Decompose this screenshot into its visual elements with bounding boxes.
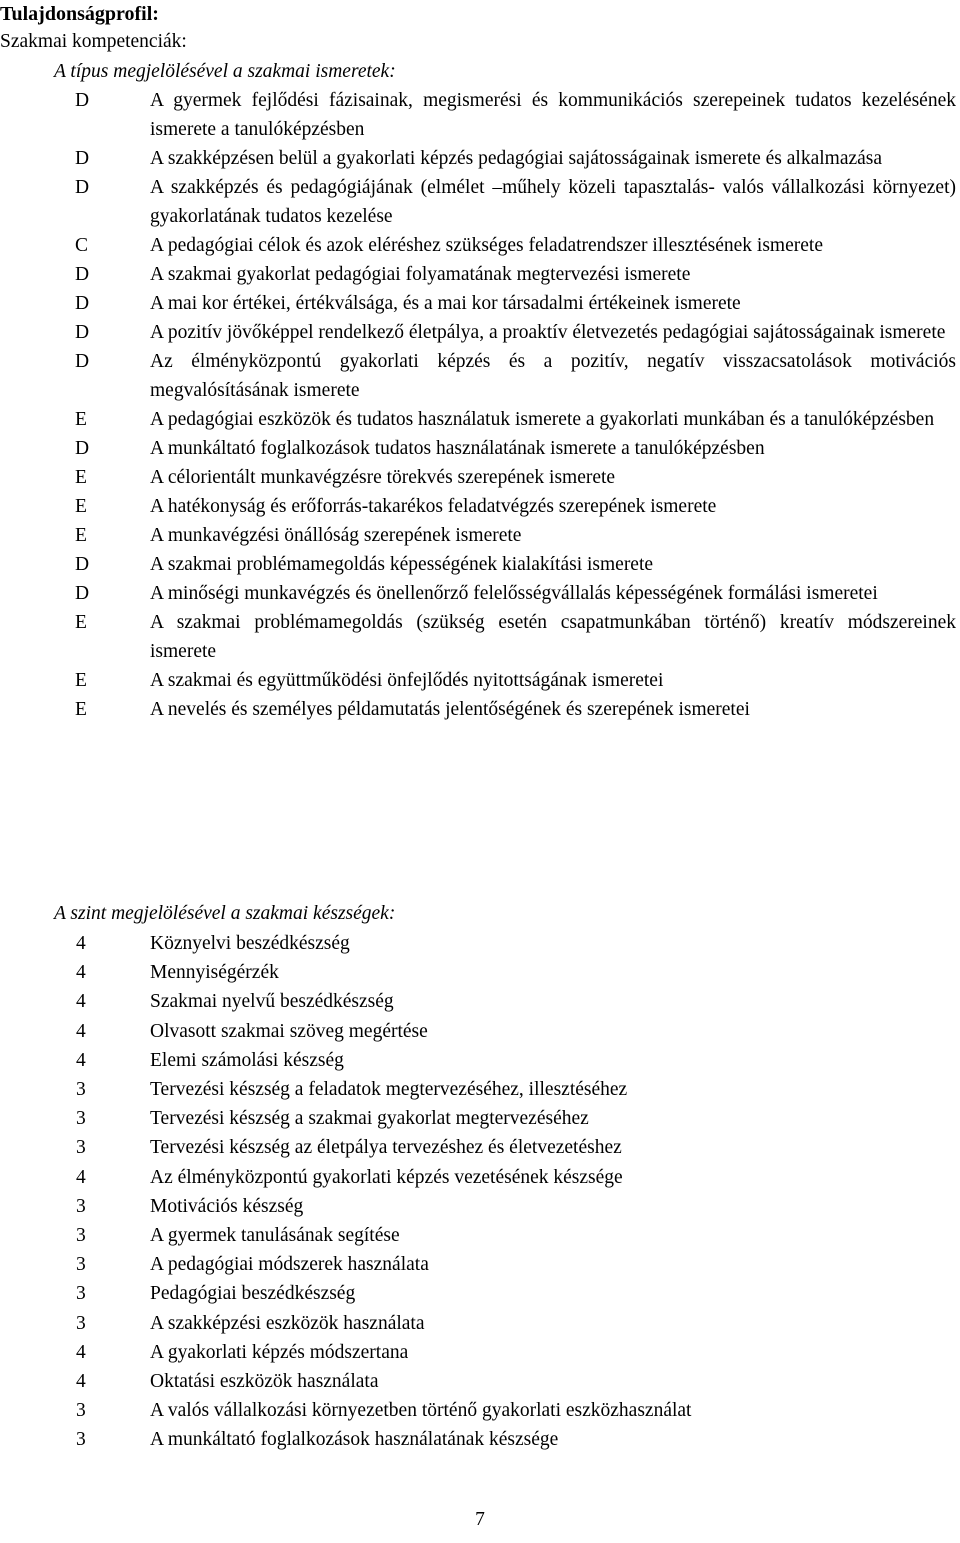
skill-item	[0, 1425, 960, 1454]
skills-heading: A szint megjelölésével a szakmai készségek:	[54, 903, 396, 924]
knowledge-list	[0, 86, 960, 724]
skill-text: Mennyiségérzék	[150, 962, 279, 984]
skills-list	[0, 929, 960, 1455]
knowledge-item	[0, 289, 960, 318]
knowledge-item	[0, 492, 960, 521]
knowledge-code: D	[75, 351, 90, 372]
skill-code: 3	[76, 1283, 86, 1305]
knowledge-text: Az élményközpontú gyakorlati képzés és a pozitív, negatív visszacsatolások motivációs megvalósításának ismerete	[150, 351, 956, 401]
knowledge-code: D	[75, 583, 90, 604]
skill-item	[0, 1075, 960, 1104]
skill-item	[0, 1104, 960, 1133]
knowledge-item	[0, 405, 960, 434]
knowledge-code: D	[75, 264, 90, 285]
knowledge-code: E	[75, 525, 87, 546]
knowledge-text: A szakmai problémamegoldás (szükség esetén csapatmunkában történő) kreatív módszereinek ismerete	[150, 612, 956, 662]
skill-item	[0, 958, 960, 987]
knowledge-text: A nevelés és személyes példamutatás jelentőségének és szerepének ismeretei	[150, 699, 750, 720]
skill-code: 4	[76, 1166, 86, 1188]
skill-text: A pedagógiai módszerek használata	[150, 1254, 429, 1276]
skill-code: 3	[76, 1429, 86, 1451]
knowledge-code: E	[75, 612, 87, 633]
skill-text: Olvasott szakmai szöveg megértése	[150, 1020, 428, 1042]
knowledge-item	[0, 521, 960, 550]
skill-code: 3	[76, 1137, 86, 1159]
knowledge-code: D	[75, 438, 90, 459]
skill-item	[0, 1017, 960, 1046]
knowledge-item	[0, 318, 960, 347]
knowledge-code: E	[75, 467, 87, 488]
knowledge-text: A munkavégzési önállóság szerepének ismerete	[150, 525, 522, 546]
skill-item	[0, 1163, 960, 1192]
skill-code: 3	[76, 1400, 86, 1422]
skill-text: Tervezési készség a szakmai gyakorlat megtervezéséhez	[150, 1108, 589, 1130]
skill-code: 4	[76, 1049, 86, 1071]
skill-code: 4	[76, 1341, 86, 1363]
skill-item	[0, 1192, 960, 1221]
knowledge-text: A gyermek fejlődési fázisainak, megismerési és kommunikációs szerepeinek tudatos kezelésének ismerete a tanulóképzésben	[150, 90, 956, 140]
skill-text: Tervezési készség az életpálya tervezéshez és életvezetéshez	[150, 1137, 622, 1159]
skill-code: 4	[76, 1020, 86, 1042]
skill-text: A valós vállalkozási környezetben történő gyakorlati eszközhasználat	[150, 1400, 692, 1422]
skill-item	[0, 1309, 960, 1338]
skill-item	[0, 1133, 960, 1162]
page-title: Tulajdonságprofil:	[0, 3, 159, 25]
skill-item	[0, 1279, 960, 1308]
skill-text: A szakképzési eszközök használata	[150, 1312, 425, 1334]
knowledge-item	[0, 666, 960, 695]
knowledge-text: A szakmai gyakorlat pedagógiai folyamatának megtervezési ismerete	[150, 264, 691, 285]
skill-item	[0, 929, 960, 958]
skill-code: 3	[76, 1312, 86, 1334]
knowledge-text: A célorientált munkavégzésre törekvés szerepének ismerete	[150, 467, 616, 488]
skill-item	[0, 1046, 960, 1075]
knowledge-code: C	[75, 235, 89, 256]
knowledge-code: D	[75, 90, 90, 111]
knowledge-text: A pedagógiai eszközök és tudatos használatuk ismerete a gyakorlati munkában és a tanulóképzésben	[150, 409, 935, 430]
skill-code: 4	[76, 1371, 86, 1393]
knowledge-text: A pedagógiai célok és azok eléréshez szükséges feladatrendszer illesztésének ismerete	[150, 235, 823, 256]
skill-code: 3	[76, 1195, 86, 1217]
knowledge-code: D	[75, 177, 90, 198]
skill-text: Az élményközpontú gyakorlati képzés vezetésének készsége	[150, 1166, 623, 1188]
skill-code: 3	[76, 1108, 86, 1130]
skill-text: Elemi számolási készség	[150, 1049, 344, 1071]
knowledge-item	[0, 144, 960, 173]
knowledge-code: D	[75, 148, 90, 169]
knowledge-code: D	[75, 554, 90, 575]
skill-text: A gyakorlati képzés módszertana	[150, 1341, 409, 1363]
skill-code: 4	[76, 933, 86, 954]
skill-code: 3	[76, 1079, 86, 1101]
skill-item	[0, 1367, 960, 1396]
knowledge-text: A pozitív jövőképpel rendelkező életpálya, a proaktív életvezetés pedagógiai sajátosságainak ismerete	[150, 322, 946, 343]
knowledge-item	[0, 579, 960, 608]
skill-item	[0, 1221, 960, 1250]
skill-text: Motivációs készség	[150, 1195, 304, 1217]
knowledge-code: D	[75, 322, 90, 343]
skill-code: 3	[76, 1254, 86, 1276]
skill-item	[0, 1396, 960, 1425]
knowledge-text: A munkáltató foglalkozások tudatos használatának ismerete a tanulóképzésben	[150, 438, 765, 459]
skill-item	[0, 1338, 960, 1367]
skill-text: A munkáltató foglalkozások használatának készsége	[150, 1429, 559, 1451]
knowledge-code: E	[75, 496, 87, 517]
knowledge-code: E	[75, 699, 87, 720]
skill-text: Tervezési készség a feladatok megtervezéséhez, illesztéséhez	[150, 1079, 628, 1101]
knowledge-item	[0, 173, 960, 231]
skill-text: Szakmai nyelvű beszédkészség	[150, 991, 394, 1013]
knowledge-item	[0, 550, 960, 579]
knowledge-text: A szakmai és együttműködési önfejlődés nyitottságának ismeretei	[150, 670, 664, 691]
knowledge-item	[0, 260, 960, 289]
skill-item	[0, 1250, 960, 1279]
knowledge-item	[0, 695, 960, 724]
skill-text: Oktatási eszközök használata	[150, 1371, 379, 1393]
knowledge-text: A hatékonyság és erőforrás-takarékos feladatvégzés szerepének ismerete	[150, 496, 717, 517]
knowledge-item	[0, 463, 960, 492]
knowledge-item	[0, 231, 960, 260]
knowledge-code: D	[75, 293, 90, 314]
knowledge-text: A szakképzés és pedagógiájának (elmélet –műhely közeli tapasztalás- valós vállalkozási környezet) gyakorlatának tudatos kezelése	[150, 177, 956, 227]
knowledge-code: E	[75, 409, 87, 430]
knowledge-item	[0, 347, 960, 405]
knowledge-code: E	[75, 670, 87, 691]
knowledge-text: A mai kor értékei, értékválsága, és a mai kor társadalmi értékeinek ismerete	[150, 293, 741, 314]
knowledge-heading: A típus megjelölésével a szakmai ismeretek:	[54, 61, 396, 82]
section-subtitle: Szakmai kompetenciák:	[0, 31, 187, 52]
knowledge-text: A szakmai problémamegoldás képességének kialakítási ismerete	[150, 554, 654, 575]
knowledge-item	[0, 434, 960, 463]
skill-code: 4	[76, 991, 86, 1013]
knowledge-text: A minőségi munkavégzés és önellenőrző felelősségvállalás képességének formálási ismeretei	[150, 583, 878, 604]
skill-text: A gyermek tanulásának segítése	[150, 1225, 400, 1247]
skill-text: Pedagógiai beszédkészség	[150, 1283, 356, 1305]
knowledge-item	[0, 608, 960, 666]
skill-text: Köznyelvi beszédkészség	[150, 933, 350, 954]
knowledge-item	[0, 86, 960, 144]
skill-code: 4	[76, 962, 86, 984]
skill-item	[0, 987, 960, 1016]
knowledge-text: A szakképzésen belül a gyakorlati képzés pedagógiai sajátosságainak ismerete és alkalmazása	[150, 148, 883, 169]
skill-code: 3	[76, 1225, 86, 1247]
page-number: 7	[475, 1509, 485, 1530]
